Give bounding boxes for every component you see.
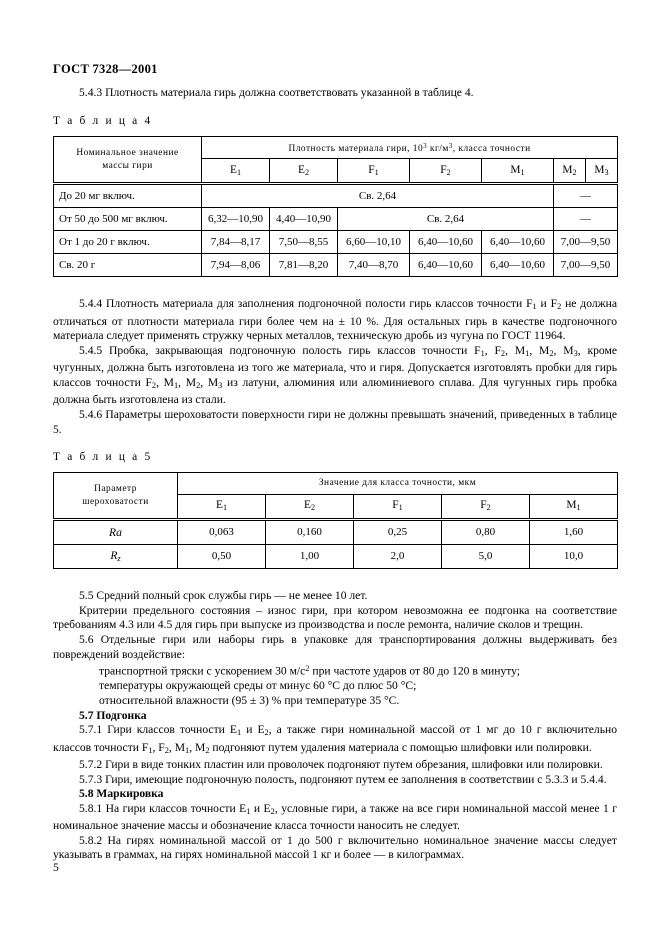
stub-line-2: шероховатости [82, 496, 149, 507]
table-4-header-row-1 [54, 136, 618, 159]
clause-5-4-5-end: из латуни, алюминия или алюминиевого сплава. Для чугунных гирь пробка должна быть изготовлена из стали. [53, 376, 617, 407]
heading-5-7: 5.7 Подгонка [79, 708, 147, 722]
subscript-2: 2 [557, 302, 562, 312]
class-index: 2 [446, 167, 451, 177]
stub-line-1: Номинальное значение [76, 147, 179, 158]
table-4-class-col-4 [482, 159, 554, 184]
subscript-2: 2 [264, 727, 269, 737]
table-4-cell: 7,94—8,06 [202, 254, 270, 277]
table-4-cell: 7,50—8,55 [270, 231, 338, 254]
class-index: 2 [304, 167, 310, 177]
clause-5-4-5-lead: 5.4.5 Пробка, закрывающая подгоночную полость гирь классов точности F [79, 344, 481, 358]
subscript-1: 1 [525, 348, 530, 358]
standard-number-header: ГОСТ 7328—2001 [53, 62, 158, 76]
span-header-sup2: 3 [448, 142, 453, 150]
table-5-row-label: $R_z$ [54, 545, 178, 569]
table-row [54, 545, 618, 569]
table-4-class-col-3 [410, 159, 482, 184]
table-5 [53, 472, 618, 569]
table-4-cell: Св. 2,64 [338, 208, 554, 231]
table-5-cell: 1,60 [530, 520, 618, 545]
table-4-cell: — [554, 208, 618, 231]
class-letter: M [566, 499, 577, 512]
table-row [54, 231, 618, 254]
subscript-1: 1 [532, 302, 537, 312]
span-header-pre: Плотность материала гири, 10 [288, 143, 424, 154]
table-4-cell: 6,60—10,10 [338, 231, 410, 254]
clause-5-4-4-lead: 5.4.4 Плотность материала для заполнения подгоночной полости гирь классов точности F [79, 297, 533, 311]
clause-5-8-1-lead: 5.8.1 На гири классов точности E [79, 801, 247, 815]
table-4-row-label: От 50 до 500 мг включ. [54, 208, 202, 231]
class-index: 1 [374, 167, 379, 177]
table-4-cell: 6,32—10,90 [202, 208, 270, 231]
table-row [54, 254, 618, 277]
superscript-2: 2 [305, 664, 310, 674]
table-5-class-col-0 [178, 495, 266, 520]
class-letter: E [303, 499, 311, 512]
class-index: 1 [398, 503, 403, 513]
table-4-cell: 7,00—9,50 [554, 231, 618, 254]
class-letter: E [215, 499, 223, 512]
class-letter: M [594, 163, 605, 176]
subscript-2: 2 [151, 380, 157, 390]
clause-5-8-2: 5.8.2 На гирях номинальной массой от 1 до 500 г включительно номинальное значение массы следует указывать в граммах, на гирях номинальной массой 1 кг и более — в килограммах. [53, 833, 617, 862]
subscript-3: 3 [218, 380, 223, 390]
table-5-cell: 0,25 [354, 520, 442, 545]
table-5-cell: 0,50 [178, 545, 266, 569]
clause-5-7-1-mid: , а также гири номинальной массой от 1 мг до 10 г включительно классов точности F [53, 723, 618, 754]
clause-5-7-1-end: подгоняют путем удаления материала с помощью шлифовки или полировки. [209, 740, 592, 754]
table-5-row-label: Ra [54, 520, 178, 545]
table-4-cell: Св. 2,64 [202, 184, 554, 208]
class-index: 1 [236, 167, 242, 177]
class-letter: E [229, 163, 237, 176]
table-5-class-col-3 [442, 495, 530, 520]
stub-line-2: массы гири [102, 160, 153, 171]
table-4-row-label: От 1 до 20 г включ. [54, 231, 202, 254]
clause-5-5-criteria: Критерии предельного состояния – износ гири, при котором невозможна ее подгонка на соответствие требованиям 4.3 или 4.5 для гирь при выпуске из производства и после ремонта, наличие сколов и трещин. [53, 603, 617, 632]
spacer [53, 101, 617, 113]
table-4-cell: 6,40—10,60 [482, 231, 554, 254]
clause-5-4-3: 5.4.3 Плотность материала гирь должна соответствовать указанной в таблице 4. [79, 86, 474, 99]
table-5-cell: 1,00 [266, 545, 354, 569]
table-4-class-col-1 [270, 159, 338, 184]
table-5-cell: 0,063 [178, 520, 266, 545]
class-letter: E [297, 163, 305, 176]
table-4 [53, 136, 618, 278]
clause-5-7-title [53, 709, 617, 724]
clause-5-7-1-lead: 5.7.1 Гири классов точности E [79, 723, 237, 737]
table-4-class-col-6 [586, 159, 618, 184]
table-row [54, 184, 618, 208]
clause-5-4-4: 5.4.4 Плотность материала для заполнения подгоночной полости гирь классов точности $F_1$ и $F_2$ не должна отличаться от плотности материала гири более чем на ± 10 %. Для остальных гирь в качестве подгоночного материала следует применять стружку черных металлов, техническую дробь из чугуна по ГОСТ 11964. [53, 297, 617, 343]
class-index: 3 [604, 167, 609, 177]
table-5-cell: 2,0 [354, 545, 442, 569]
table-row [54, 520, 618, 545]
table-4-row-label: До 20 мг включ. [54, 184, 202, 208]
clause-5-6-item-temperature: температуры окружающей среды от минус 60 °C до плюс 50 °C; [99, 679, 417, 693]
table-5-class-col-1 [266, 495, 354, 520]
spacer [53, 129, 617, 136]
table-4-cell: 7,00—9,50 [554, 254, 618, 277]
class-letter: M [510, 163, 521, 176]
table-4-cell: 7,40—8,70 [338, 254, 410, 277]
clause-5-4-5-mid: , кроме чугунных, должна быть изготовлена из того же материала, что и гиря. Допускается изготовлять пробки для гирь классов точности F [53, 344, 617, 390]
table-4-class-col-0 [202, 159, 270, 184]
param-letter: R [110, 548, 118, 562]
clause-5-8-1: 5.8.1 На гири классов точности $E_1$ и $E_2$, условные гири, а также на все гири номинальной массой менее 1 г номинальное значение массы и обозначение класса точности наносить не следует. [53, 801, 617, 833]
table-4-cell: 7,81—8,20 [270, 254, 338, 277]
table-4-body [54, 184, 618, 277]
table-4-span-header [202, 136, 618, 159]
table-4-cell: 7,84—8,17 [202, 231, 270, 254]
subscript-1: 1 [246, 806, 251, 816]
clause-5-7-3: 5.7.3 Гири, имеющие подгоночную полость, подгоняют путем ее заполнения в соответствии с 5.3.3 и 5.4.4. [79, 772, 607, 786]
table-5-header-row-1 [54, 473, 618, 495]
subscript-1: 1 [185, 745, 190, 755]
table-5-cell: 0,80 [442, 520, 530, 545]
spacer [53, 465, 617, 472]
clause-5-6: 5.6 Отдельные гири или наборы гирь в упаковке для транспортирования должны выдерживать без повреждений воздействие: [53, 633, 617, 661]
subscript-1: 1 [174, 380, 179, 390]
class-index: 2 [486, 503, 491, 513]
clause-5-4-6: 5.4.6 Параметры шероховатости поверхности гири не должны превышать значений, приведенных в таблице 5. [53, 408, 617, 436]
item-text-pre: транспортной тряски с ускорением 30 м/с [99, 664, 306, 678]
class-index: 1 [520, 167, 525, 177]
table-5-class-col-4 [530, 495, 618, 520]
subscript-2: 2 [164, 745, 169, 755]
clause-5-8-title [53, 787, 617, 802]
clause-5-8-1-end: , условные гири, а также на все гири номинальной массой менее 1 г номинальное значение массы и обозначение класса точности наносить не следует. [53, 801, 617, 833]
subscript-2: 2 [196, 380, 201, 390]
table-4-class-col-5 [554, 159, 586, 184]
span-header-mid: кг/м [427, 143, 449, 154]
spacer [53, 569, 617, 589]
page-content [53, 86, 617, 863]
clause-5-7-1: 5.7.1 Гири классов точности $E_1$ и $E_2$, а также гири номинальной массой от 1 мг до 10 г включительно классов точности $F_1$, $F_2$, $M_1$, $M_2$ подгоняют путем удаления материала с помощью шлифовки или полировки. [53, 723, 618, 755]
subscript-1: 1 [480, 348, 485, 358]
subscript-2: 2 [500, 348, 506, 358]
table-5-body [54, 520, 618, 569]
class-letter: F [480, 499, 487, 512]
item-text-post: при частоте ударов от 80 до 120 в минуту; [309, 664, 521, 678]
table-4-class-col-2 [338, 159, 410, 184]
table-4-cell: 6,40—10,60 [482, 254, 554, 277]
subscript-2: 2 [205, 745, 210, 755]
class-letter: F [440, 163, 447, 176]
table-4-cell: 6,40—10,60 [410, 231, 482, 254]
span-header-post: , класса точности [452, 143, 531, 154]
table-4-cell: 4,40—10,90 [270, 208, 338, 231]
class-letter: F [368, 163, 375, 176]
table-4-cell: 6,40—10,60 [410, 254, 482, 277]
subscript-2: 2 [270, 806, 275, 816]
table-5-span-header: Значение для класса точности, мкм [178, 473, 618, 495]
table-5-stub-header [54, 473, 178, 520]
table-5-class-col-2 [354, 495, 442, 520]
table-4-row-label: Св. 20 г [54, 254, 202, 277]
class-index: 1 [222, 503, 228, 513]
subscript-1: 1 [236, 727, 242, 737]
table-5-caption: Т а б л и ц а 5 [53, 451, 153, 464]
clause-5-6-item-humidity: относительной влажности (95 ± 3) % при температуре 35 °C. [99, 693, 400, 707]
clause-5-6-item-vibration [53, 662, 617, 679]
table-4-cell: — [554, 184, 618, 208]
table-5-cell: 5,0 [442, 545, 530, 569]
table-5-cell: 0,160 [266, 520, 354, 545]
clause-5-7-2: 5.7.2 Гири в виде тонких пластин или проволочек подгоняют путем обрезания, шлифовки или полировки. [79, 757, 603, 771]
subscript-1: 1 [148, 745, 153, 755]
class-index: 1 [576, 503, 581, 513]
spacer [53, 437, 617, 449]
class-letter: M [562, 163, 573, 176]
class-index: 2 [572, 167, 577, 177]
clause-5-4-4-rest: не должна отличаться от плотности материала гири более чем на ± 10 %. Для остальных гирь в качестве подгоночного материала следует применять стружку черных металлов, техническую дробь из чугуна по ГОСТ 11964. [53, 297, 617, 343]
table-row [54, 208, 618, 231]
clause-5-5: 5.5 Средний полный срок службы гирь — не менее 10 лет. [79, 589, 368, 603]
clause-5-4-5: 5.4.5 Пробка, закрывающая подгоночную полость гирь классов точности $F_1$, $F_2$, $M_1$, $M_2$, $M_3$, кроме чугунных, должна быть изготовлена из того же материала, что и гиря. Допускается изготовлять пробки для гирь классов точности $F_2$, $M_1$, $M_2$, $M_3$ из латуни, алюминия или алюминиевого сплава. Для чугунных гирь пробка должна быть изготовлена из стали. [53, 344, 617, 407]
table-5-cell: 10,0 [530, 545, 618, 569]
class-index: 2 [310, 503, 316, 513]
span-header-sup: 3 [423, 142, 428, 150]
stub-line-1: Параметр [94, 483, 137, 494]
heading-5-8: 5.8 Маркировка [79, 787, 164, 801]
page-number: 5 [53, 861, 59, 874]
subscript-3: 3 [573, 348, 578, 358]
table-4-stub-header [54, 136, 202, 184]
class-letter: F [392, 499, 399, 512]
subscript-2: 2 [549, 348, 554, 358]
table-4-caption: Т а б л и ц а 4 [53, 114, 153, 127]
spacer [53, 277, 617, 297]
